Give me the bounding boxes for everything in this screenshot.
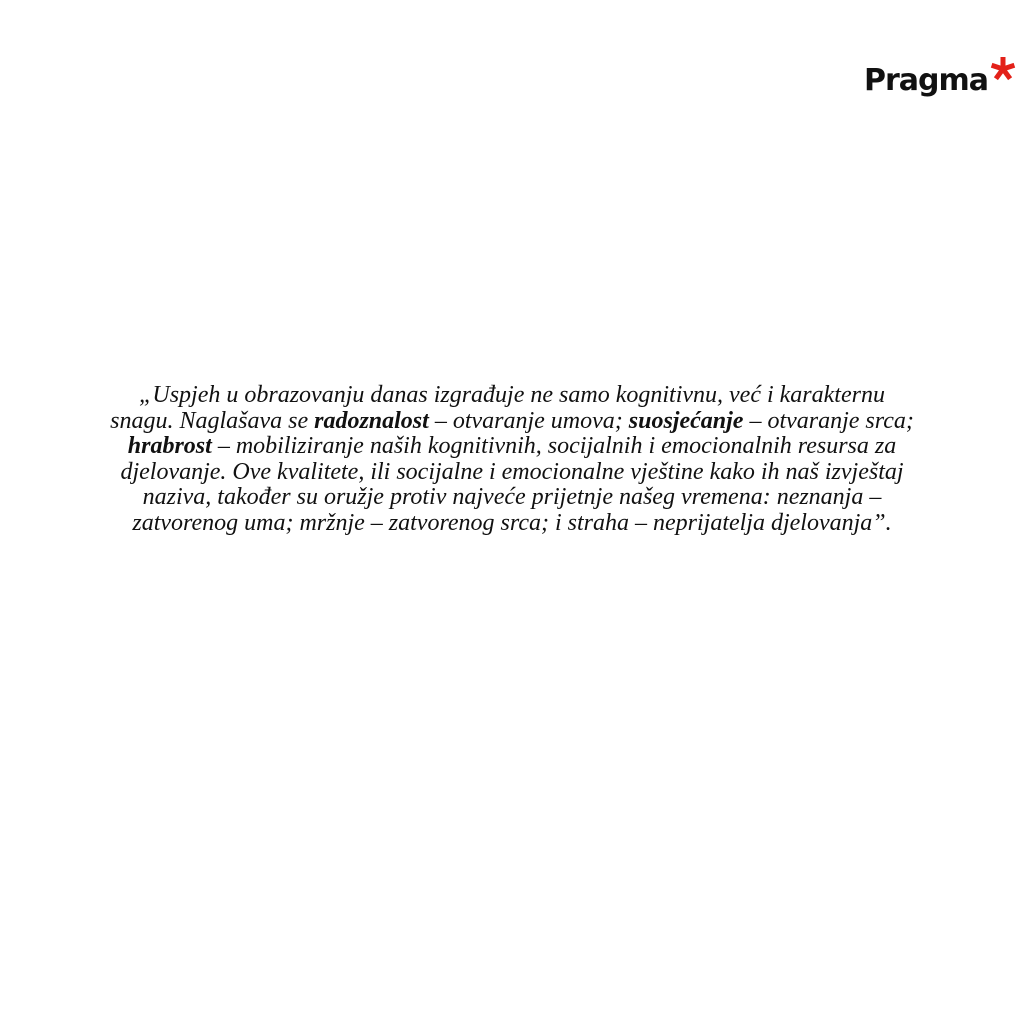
quote-line xyxy=(20,511,1004,537)
quote-text: naziva, također su oružje protiv najveće prijetnje našeg vremena: neznanja – xyxy=(142,484,882,511)
emphasized-term: hrabrost xyxy=(127,433,212,460)
quote-line xyxy=(20,485,1004,511)
quote-paragraph xyxy=(20,383,1004,537)
quote-text: „Uspjeh u obrazovanju danas izgrađuje ne samo kognitivnu, već i karakternu xyxy=(139,382,885,408)
quote-text: – otvaranje srca; xyxy=(743,407,914,434)
quote-text: – mobiliziranje naših kognitivnih, socijalnih i emocionalnih resursa za xyxy=(211,433,897,460)
quote-text: – otvaranje umova; xyxy=(428,407,629,434)
quote-line xyxy=(20,434,1004,460)
pragma-logo xyxy=(864,60,1024,110)
logo-wordmark: Pragma xyxy=(864,63,989,98)
asterisk-icon xyxy=(990,56,1016,82)
quote-text: zatvorenog uma; mržnje – zatvorenog srca; i straha – neprijatelja djelovanja”. xyxy=(132,509,892,536)
emphasized-term: suosjećanje xyxy=(628,407,744,434)
quote-text: snagu. Naglašava se xyxy=(110,407,315,434)
quote-line xyxy=(20,460,1004,486)
quote-line xyxy=(20,383,1004,409)
quote-line xyxy=(20,409,1004,435)
emphasized-term: radoznalost xyxy=(314,407,429,434)
quote-text: djelovanje. Ove kvalitete, ili socijalne i emocionalne vještine kako ih naš izvještaj xyxy=(120,458,904,485)
